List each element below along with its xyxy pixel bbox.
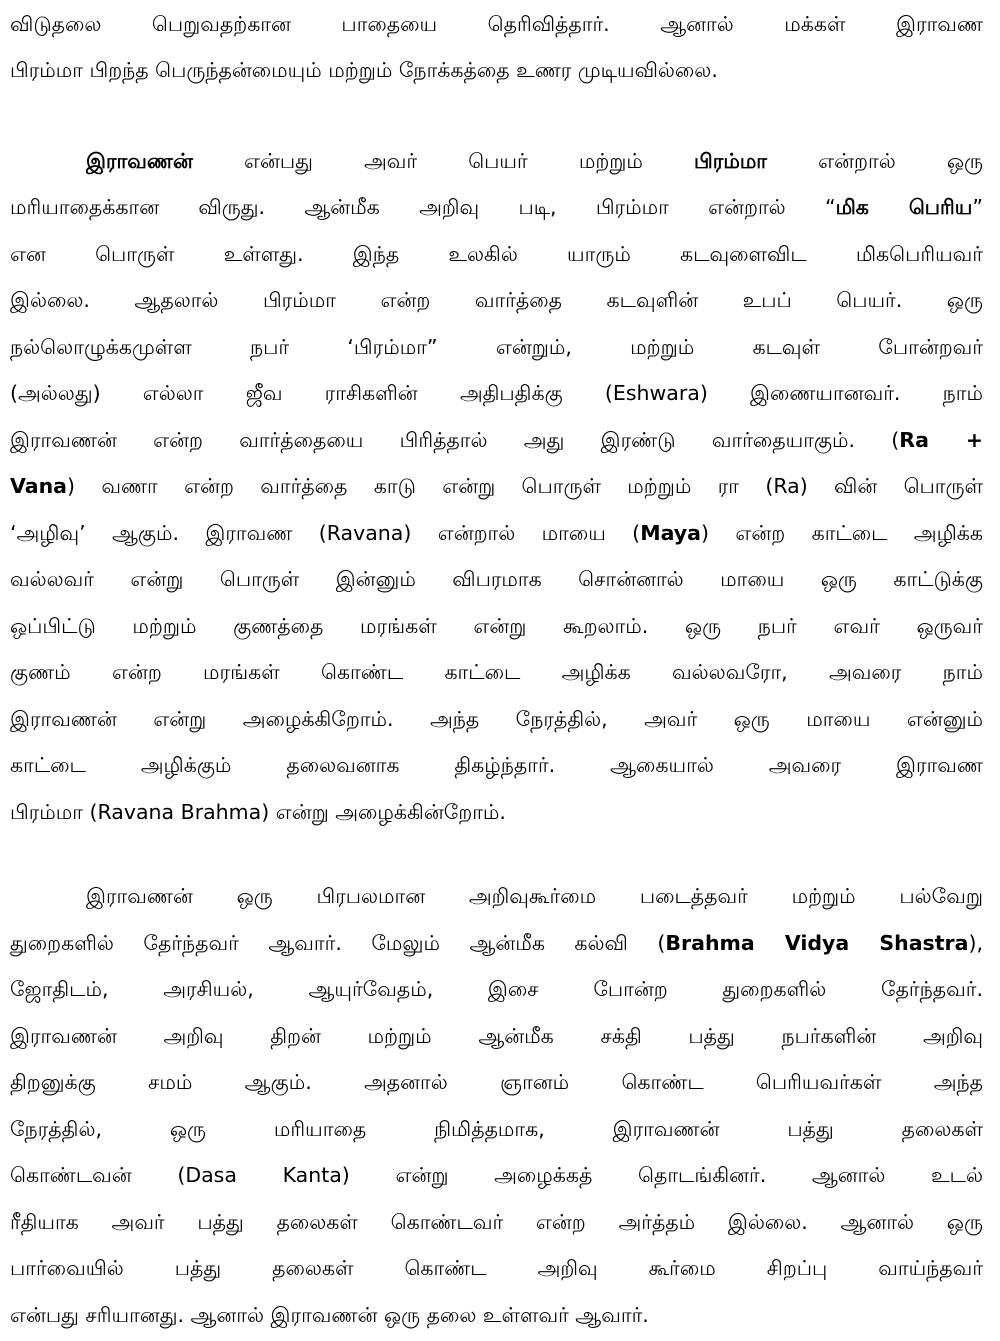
bold-text: மிக பெரிய: [835, 195, 973, 219]
text-segment: விடுதலை பெறுவதற்கான பாதையை தெரிவித்தார். ஆனால் மக்கள் இராவண: [10, 12, 983, 36]
text-segment: பார்வையில் பத்து தலைகள் கொண்ட அறிவு கூர்மை சிறப்பு வாய்ந்தவர்: [10, 1256, 983, 1280]
bold-text: இராவணன்: [86, 149, 193, 173]
text-segment: ”: [972, 195, 983, 219]
text-line: [10, 234, 983, 274]
text-segment: ஒப்பிட்டு மற்றும் குணத்தை மரங்கள் என்று கூறலாம். ஒரு நபர் எவர் ஒருவர்: [10, 614, 983, 638]
text-segment: இராவணன் என்ற வார்த்தையை பிரித்தால் அது இரண்டு வார்தையாகும். (: [10, 428, 900, 452]
text-line: [10, 4, 983, 44]
text-line: [10, 420, 983, 460]
text-segment: ) என்ற காட்டை அழிக்க: [701, 521, 983, 545]
text-line: [10, 1295, 983, 1335]
text-line: [10, 1248, 983, 1288]
text-segment: இராவணன் ஒரு பிரபலமான அறிவுகூர்மை படைத்தவர் மற்றும் பல்வேறு: [86, 884, 983, 908]
text-line: [10, 606, 983, 646]
text-segment: நேரத்தில், ஒரு மரியாதை நிமித்தமாக, இராவணன் பத்து தலைகள்: [10, 1117, 983, 1141]
text-segment: மரியாதைக்கான விருது. ஆன்மீக அறிவு படி, பிரம்மா என்றால் “: [10, 195, 836, 219]
text-segment: என்றால் ஒரு: [767, 149, 983, 173]
text-segment: பிரம்மா பிறந்த பெருந்தன்மையும் மற்றும் நோக்கத்தை உணர முடியவில்லை.: [10, 58, 718, 82]
text-line: [10, 923, 983, 963]
text-segment: ஜோதிடம், அரசியல், ஆயுர்வேதம், இசை போன்ற துறைகளில் தேர்ந்தவர்.: [10, 977, 983, 1001]
text-segment: என பொருள் உள்ளது. இந்த உலகில் யாரும் கடவுளைவிட மிகபெரியவர்: [10, 242, 983, 266]
text-segment: காட்டை அழிக்கும் தலைவனாக திகழ்ந்தார். ஆகையால் அவரை இராவண: [10, 753, 983, 777]
text-segment: ),: [968, 931, 983, 955]
text-line: [10, 699, 983, 739]
bold-text: Maya: [640, 521, 701, 545]
text-line: [10, 745, 983, 785]
text-segment: ரீதியாக அவர் பத்து தலைகள் கொண்டவர் என்ற அர்த்தம் இல்லை. ஆனால் ஒரு: [10, 1210, 983, 1234]
text-line: [10, 1155, 983, 1195]
text-segment: வல்லவர் என்று பொருள் இன்னும் விபரமாக சொன்னால் மாயை ஒரு காட்டுக்கு: [10, 567, 983, 591]
text-line: [10, 969, 983, 1009]
text-line: [10, 466, 983, 506]
text-segment: கொண்டவன் (Dasa Kanta) என்று அழைக்கத் தொடங்கினர். ஆனால் உடல்: [10, 1163, 983, 1187]
bold-text: பிரம்மா: [694, 149, 768, 173]
text-line: [10, 50, 983, 90]
text-line: [10, 1109, 983, 1149]
paragraph-first-line: [86, 141, 983, 181]
paragraph-first-line: [86, 876, 983, 916]
text-segment: இராவணன் என்று அழைக்கிறோம். அந்த நேரத்தில், அவர் ஒரு மாயை என்னும்: [10, 707, 983, 731]
text-line: [10, 1202, 983, 1242]
text-line: [10, 187, 983, 227]
text-segment: என்பது அவர் பெயர் மற்றும்: [192, 149, 695, 173]
text-segment: நல்லொழுக்கமுள்ள நபர் ‘பிரம்மா” என்றும், மற்றும் கடவுள் போன்றவர்: [10, 335, 983, 359]
text-segment: துறைகளில் தேர்ந்தவர் ஆவார். மேலும் ஆன்மீக கல்வி (: [10, 931, 666, 955]
text-segment: இல்லை. ஆதலால் பிரம்மா என்ற வார்த்தை கடவுளின் உபப் பெயர். ஒரு: [10, 288, 983, 312]
text-segment: திறனுக்கு சமம் ஆகும். அதனால் ஞானம் கொண்ட பெரியவர்கள் அந்த: [10, 1070, 983, 1094]
text-segment: (அல்லது) எல்லா ஜீவ ராசிகளின் அதிபதிக்கு (Eshwara) இணையானவர். நாம்: [10, 381, 983, 405]
text-line: [10, 1016, 983, 1056]
text-segment: குணம் என்ற மரங்கள் கொண்ட காட்டை அழிக்க வல்லவரோ, அவரை நாம்: [10, 660, 983, 684]
text-line: [10, 1062, 983, 1102]
text-segment: ‘அழிவு’ ஆகும். இராவண (Ravana) என்றால் மாயை (: [10, 521, 641, 545]
bold-text: Brahma Vidya Shastra: [665, 931, 969, 955]
text-line: [10, 327, 983, 367]
text-segment: என்பது சரியானது. ஆனால் இராவணன் ஒரு தலை உள்ளவர் ஆவார்.: [10, 1303, 649, 1327]
text-line: [10, 280, 983, 320]
text-segment: ) வணா என்ற வார்த்தை காடு என்று பொருள் மற்றும் ரா (Ra) வின் பொருள்: [67, 474, 983, 498]
bold-text: Vana: [10, 474, 68, 498]
text-line: [10, 373, 983, 413]
bold-text: Ra +: [899, 428, 983, 452]
text-line: [10, 513, 983, 553]
text-line: [10, 559, 983, 599]
text-line: [10, 792, 983, 832]
text-segment: இராவணன் அறிவு திறன் மற்றும் ஆன்மீக சக்தி பத்து நபர்களின் அறிவு: [10, 1024, 983, 1048]
text-segment: பிரம்மா (Ravana Brahma) என்று அழைக்கின்றோம்.: [10, 800, 506, 824]
text-line: [10, 652, 983, 692]
